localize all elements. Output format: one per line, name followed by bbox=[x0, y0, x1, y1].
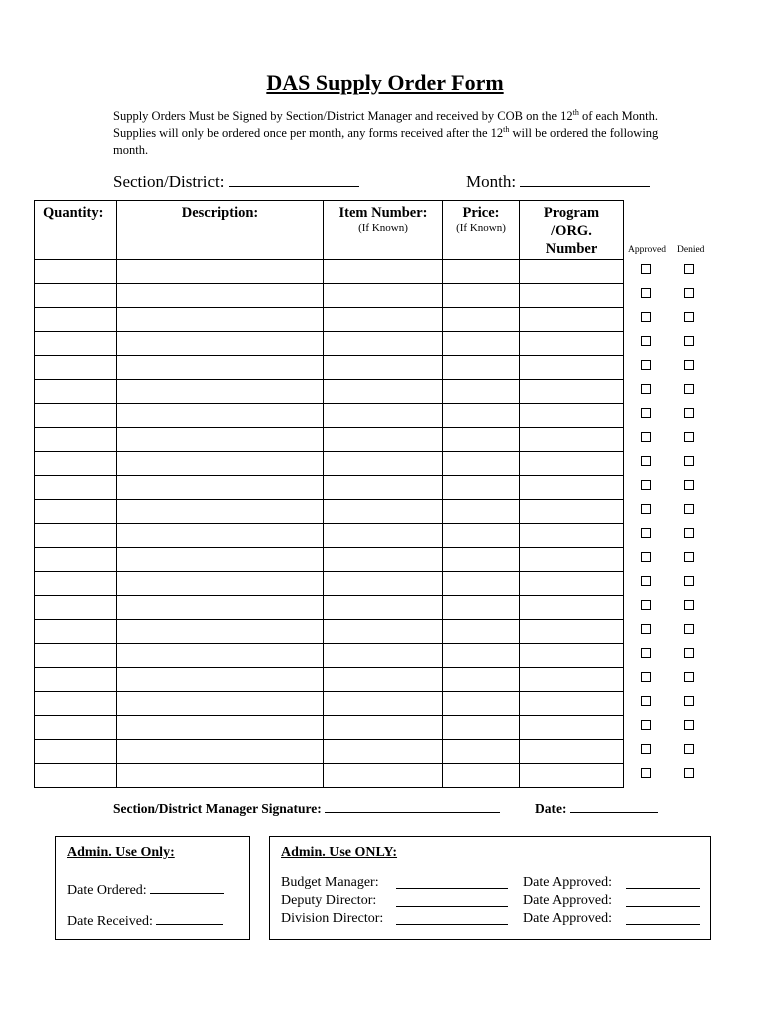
table-row bbox=[35, 572, 624, 596]
approved-checkbox[interactable] bbox=[641, 672, 651, 682]
program-org-number-header: Program /ORG. Number bbox=[520, 201, 624, 260]
price-cell[interactable] bbox=[443, 428, 520, 452]
program-cell[interactable] bbox=[520, 308, 624, 332]
table-row bbox=[35, 644, 624, 668]
form-title: DAS Supply Order Form bbox=[266, 70, 504, 95]
month-input[interactable] bbox=[520, 170, 650, 187]
approved-checkbox[interactable] bbox=[641, 480, 651, 490]
date-received-field bbox=[67, 910, 223, 930]
item-number-cell[interactable] bbox=[324, 524, 443, 548]
description-cell[interactable] bbox=[117, 356, 324, 380]
division-director-input[interactable] bbox=[396, 910, 508, 925]
section-district-field bbox=[113, 170, 359, 192]
description-cell[interactable] bbox=[117, 716, 324, 740]
price-cell[interactable] bbox=[443, 452, 520, 476]
quantity-cell[interactable] bbox=[35, 452, 117, 476]
price-cell[interactable] bbox=[443, 524, 520, 548]
item-number-cell[interactable] bbox=[324, 260, 443, 284]
date-ordered-label: Date Ordered: bbox=[67, 883, 147, 898]
description-cell[interactable] bbox=[117, 284, 324, 308]
table-row bbox=[35, 308, 624, 332]
program-cell[interactable] bbox=[520, 740, 624, 764]
description-cell[interactable] bbox=[117, 644, 324, 668]
table-header-row bbox=[35, 201, 624, 260]
program-cell[interactable] bbox=[520, 668, 624, 692]
price-cell[interactable] bbox=[443, 356, 520, 380]
quantity-cell[interactable] bbox=[35, 332, 117, 356]
quantity-cell[interactable] bbox=[35, 404, 117, 428]
price-cell[interactable] bbox=[443, 716, 520, 740]
denied-checkbox[interactable] bbox=[684, 288, 694, 298]
admin-right-title: Admin. Use ONLY: bbox=[281, 845, 398, 860]
item-number-cell[interactable] bbox=[324, 620, 443, 644]
approved-checkbox[interactable] bbox=[641, 312, 651, 322]
table-row bbox=[35, 716, 624, 740]
item-number-cell[interactable] bbox=[324, 500, 443, 524]
table-row bbox=[35, 740, 624, 764]
description-cell[interactable] bbox=[117, 308, 324, 332]
date-ordered-field bbox=[67, 879, 224, 899]
price-cell[interactable] bbox=[443, 668, 520, 692]
item-number-cell[interactable] bbox=[324, 428, 443, 452]
item-number-cell[interactable] bbox=[324, 404, 443, 428]
item-number-cell[interactable] bbox=[324, 644, 443, 668]
denied-checkbox[interactable] bbox=[684, 720, 694, 730]
denied-checkbox[interactable] bbox=[684, 456, 694, 466]
approver-labels bbox=[281, 874, 383, 928]
date-approved-label-1: Date Approved: bbox=[523, 875, 613, 890]
approved-checkbox[interactable] bbox=[641, 768, 651, 778]
price-cell[interactable] bbox=[443, 500, 520, 524]
date-approved-input-2[interactable] bbox=[626, 892, 700, 907]
price-cell[interactable] bbox=[443, 644, 520, 668]
approved-header: Approved bbox=[628, 245, 666, 255]
quantity-cell[interactable] bbox=[35, 716, 117, 740]
approved-checkbox[interactable] bbox=[641, 744, 651, 754]
item-number-cell[interactable] bbox=[324, 476, 443, 500]
description-cell[interactable] bbox=[117, 692, 324, 716]
deputy-director-label: Deputy Director: bbox=[281, 893, 377, 908]
price-cell[interactable] bbox=[443, 332, 520, 356]
quantity-cell[interactable] bbox=[35, 428, 117, 452]
quantity-cell[interactable] bbox=[35, 524, 117, 548]
quantity-cell[interactable] bbox=[35, 668, 117, 692]
program-cell[interactable] bbox=[520, 572, 624, 596]
price-cell[interactable] bbox=[443, 692, 520, 716]
date-approved-labels bbox=[523, 874, 612, 928]
admin-use-only-approval-box bbox=[269, 836, 711, 940]
signature-date-field bbox=[535, 798, 658, 817]
quantity-cell[interactable] bbox=[35, 740, 117, 764]
denied-checkbox[interactable] bbox=[684, 600, 694, 610]
table-row bbox=[35, 476, 624, 500]
denied-checkbox[interactable] bbox=[684, 312, 694, 322]
quantity-cell[interactable] bbox=[35, 476, 117, 500]
deputy-director-input[interactable] bbox=[396, 892, 508, 907]
approved-checkbox[interactable] bbox=[641, 552, 651, 562]
quantity-cell[interactable] bbox=[35, 380, 117, 404]
denied-checkbox[interactable] bbox=[684, 672, 694, 682]
program-cell[interactable] bbox=[520, 764, 624, 788]
order-table bbox=[34, 200, 624, 788]
denied-checkbox[interactable] bbox=[684, 696, 694, 706]
denied-checkbox[interactable] bbox=[684, 744, 694, 754]
price-cell[interactable] bbox=[443, 596, 520, 620]
price-cell[interactable] bbox=[443, 380, 520, 404]
section-district-label: Section/District: bbox=[113, 172, 225, 191]
program-cell[interactable] bbox=[520, 284, 624, 308]
description-cell[interactable] bbox=[117, 620, 324, 644]
item-number-cell[interactable] bbox=[324, 548, 443, 572]
item-number-header: Item Number: (If Known) bbox=[324, 201, 443, 260]
approved-checkbox[interactable] bbox=[641, 648, 651, 658]
price-cell[interactable] bbox=[443, 764, 520, 788]
program-cell[interactable] bbox=[520, 452, 624, 476]
quantity-cell[interactable] bbox=[35, 596, 117, 620]
item-number-cell[interactable] bbox=[324, 692, 443, 716]
price-cell[interactable] bbox=[443, 548, 520, 572]
denied-checkbox[interactable] bbox=[684, 408, 694, 418]
table-row bbox=[35, 284, 624, 308]
manager-signature-label: Section/District Manager Signature: bbox=[113, 801, 322, 816]
price-cell[interactable] bbox=[443, 572, 520, 596]
description-cell[interactable] bbox=[117, 524, 324, 548]
approved-checkbox[interactable] bbox=[641, 408, 651, 418]
table-row bbox=[35, 764, 624, 788]
table-row bbox=[35, 428, 624, 452]
price-header: Price: (If Known) bbox=[443, 201, 520, 260]
quantity-cell[interactable] bbox=[35, 500, 117, 524]
item-number-cell[interactable] bbox=[324, 740, 443, 764]
description-cell[interactable] bbox=[117, 548, 324, 572]
table-row bbox=[35, 452, 624, 476]
price-cell[interactable] bbox=[443, 260, 520, 284]
table-row bbox=[35, 356, 624, 380]
program-cell[interactable] bbox=[520, 524, 624, 548]
admin-use-only-box bbox=[55, 836, 250, 940]
manager-signature-input[interactable] bbox=[325, 798, 500, 813]
denied-checkbox[interactable] bbox=[684, 432, 694, 442]
denied-checkbox[interactable] bbox=[684, 528, 694, 538]
date-approved-input-1[interactable] bbox=[626, 874, 700, 889]
item-number-cell[interactable] bbox=[324, 308, 443, 332]
approved-checkbox[interactable] bbox=[641, 696, 651, 706]
month-field bbox=[466, 170, 650, 192]
item-number-cell[interactable] bbox=[324, 284, 443, 308]
denied-checkbox[interactable] bbox=[684, 360, 694, 370]
approved-checkbox[interactable] bbox=[641, 576, 651, 586]
approved-checkbox[interactable] bbox=[641, 504, 651, 514]
table-row bbox=[35, 668, 624, 692]
denied-checkbox[interactable] bbox=[684, 336, 694, 346]
date-received-label: Date Received: bbox=[67, 914, 153, 929]
denied-checkbox[interactable] bbox=[684, 504, 694, 514]
denied-checkbox[interactable] bbox=[684, 624, 694, 634]
description-cell[interactable] bbox=[117, 452, 324, 476]
denied-checkbox[interactable] bbox=[684, 768, 694, 778]
denied-checkbox[interactable] bbox=[684, 648, 694, 658]
month-label: Month: bbox=[466, 172, 517, 191]
program-cell[interactable] bbox=[520, 644, 624, 668]
approved-checkbox[interactable] bbox=[641, 264, 651, 274]
approved-checkbox[interactable] bbox=[641, 720, 651, 730]
quantity-cell[interactable] bbox=[35, 764, 117, 788]
description-cell[interactable] bbox=[117, 380, 324, 404]
price-cell[interactable] bbox=[443, 740, 520, 764]
program-cell[interactable] bbox=[520, 404, 624, 428]
description-cell[interactable] bbox=[117, 668, 324, 692]
program-cell[interactable] bbox=[520, 500, 624, 524]
approved-checkbox[interactable] bbox=[641, 432, 651, 442]
budget-manager-label: Budget Manager: bbox=[281, 875, 379, 890]
division-director-label: Division Director: bbox=[281, 911, 384, 926]
table-row bbox=[35, 620, 624, 644]
date-approved-input-3[interactable] bbox=[626, 910, 700, 925]
program-cell[interactable] bbox=[520, 356, 624, 380]
quantity-cell[interactable] bbox=[35, 308, 117, 332]
description-header: Description: bbox=[117, 201, 324, 260]
denied-checkbox[interactable] bbox=[684, 552, 694, 562]
price-cell[interactable] bbox=[443, 308, 520, 332]
table-row bbox=[35, 380, 624, 404]
program-cell[interactable] bbox=[520, 716, 624, 740]
program-cell[interactable] bbox=[520, 380, 624, 404]
quantity-cell[interactable] bbox=[35, 548, 117, 572]
denied-checkbox[interactable] bbox=[684, 264, 694, 274]
quantity-cell[interactable] bbox=[35, 284, 117, 308]
description-cell[interactable] bbox=[117, 428, 324, 452]
item-number-cell[interactable] bbox=[324, 716, 443, 740]
quantity-cell[interactable] bbox=[35, 692, 117, 716]
program-cell[interactable] bbox=[520, 428, 624, 452]
description-cell[interactable] bbox=[117, 740, 324, 764]
quantity-cell[interactable] bbox=[35, 644, 117, 668]
approved-checkbox[interactable] bbox=[641, 384, 651, 394]
item-number-cell[interactable] bbox=[324, 764, 443, 788]
price-cell[interactable] bbox=[443, 620, 520, 644]
quantity-cell[interactable] bbox=[35, 620, 117, 644]
manager-signature-field bbox=[113, 798, 500, 817]
description-cell[interactable] bbox=[117, 404, 324, 428]
item-number-cell[interactable] bbox=[324, 452, 443, 476]
denied-checkbox[interactable] bbox=[684, 384, 694, 394]
table-row bbox=[35, 596, 624, 620]
price-cell[interactable] bbox=[443, 284, 520, 308]
signature-date-label: Date: bbox=[535, 801, 567, 816]
approved-checkbox[interactable] bbox=[641, 624, 651, 634]
approved-checkbox[interactable] bbox=[641, 528, 651, 538]
description-cell[interactable] bbox=[117, 332, 324, 356]
approved-checkbox[interactable] bbox=[641, 288, 651, 298]
quantity-cell[interactable] bbox=[35, 260, 117, 284]
denied-checkbox[interactable] bbox=[684, 480, 694, 490]
table-row bbox=[35, 692, 624, 716]
table-row bbox=[35, 260, 624, 284]
item-number-cell[interactable] bbox=[324, 668, 443, 692]
approved-checkbox[interactable] bbox=[641, 360, 651, 370]
item-number-cell[interactable] bbox=[324, 356, 443, 380]
budget-manager-input[interactable] bbox=[396, 874, 508, 889]
item-number-cell[interactable] bbox=[324, 380, 443, 404]
description-cell[interactable] bbox=[117, 500, 324, 524]
approved-checkbox[interactable] bbox=[641, 336, 651, 346]
description-cell[interactable] bbox=[117, 764, 324, 788]
date-approved-label-3: Date Approved: bbox=[523, 911, 613, 926]
quantity-header: Quantity: bbox=[35, 201, 117, 260]
approved-checkbox[interactable] bbox=[641, 456, 651, 466]
item-number-cell[interactable] bbox=[324, 332, 443, 356]
date-received-input[interactable] bbox=[156, 910, 223, 925]
table-row bbox=[35, 548, 624, 572]
item-number-cell[interactable] bbox=[324, 596, 443, 620]
program-cell[interactable] bbox=[520, 476, 624, 500]
program-cell[interactable] bbox=[520, 620, 624, 644]
form-instructions: Supply Orders Must be Signed by Section/District Manager and received by COB on the 12th of each Month. Supplies will only be ordered once per month, any forms received after the 12th will be ordered the following month. bbox=[113, 107, 659, 157]
admin-left-title: Admin. Use Only: bbox=[67, 845, 175, 860]
section-district-input[interactable] bbox=[229, 170, 359, 187]
description-cell[interactable] bbox=[117, 476, 324, 500]
description-cell[interactable] bbox=[117, 596, 324, 620]
price-cell[interactable] bbox=[443, 404, 520, 428]
table-row bbox=[35, 524, 624, 548]
table-row bbox=[35, 332, 624, 356]
approved-checkbox[interactable] bbox=[641, 600, 651, 610]
quantity-cell[interactable] bbox=[35, 572, 117, 596]
quantity-cell[interactable] bbox=[35, 356, 117, 380]
denied-header: Denied bbox=[677, 245, 705, 255]
program-cell[interactable] bbox=[520, 596, 624, 620]
table-row bbox=[35, 500, 624, 524]
table-row bbox=[35, 404, 624, 428]
price-cell[interactable] bbox=[443, 476, 520, 500]
date-ordered-input[interactable] bbox=[150, 879, 224, 894]
description-cell[interactable] bbox=[117, 260, 324, 284]
signature-date-input[interactable] bbox=[570, 798, 658, 813]
denied-checkbox[interactable] bbox=[684, 576, 694, 586]
program-cell[interactable] bbox=[520, 260, 624, 284]
program-cell[interactable] bbox=[520, 692, 624, 716]
program-cell[interactable] bbox=[520, 548, 624, 572]
item-number-cell[interactable] bbox=[324, 572, 443, 596]
description-cell[interactable] bbox=[117, 572, 324, 596]
date-approved-label-2: Date Approved: bbox=[523, 893, 613, 908]
program-cell[interactable] bbox=[520, 332, 624, 356]
